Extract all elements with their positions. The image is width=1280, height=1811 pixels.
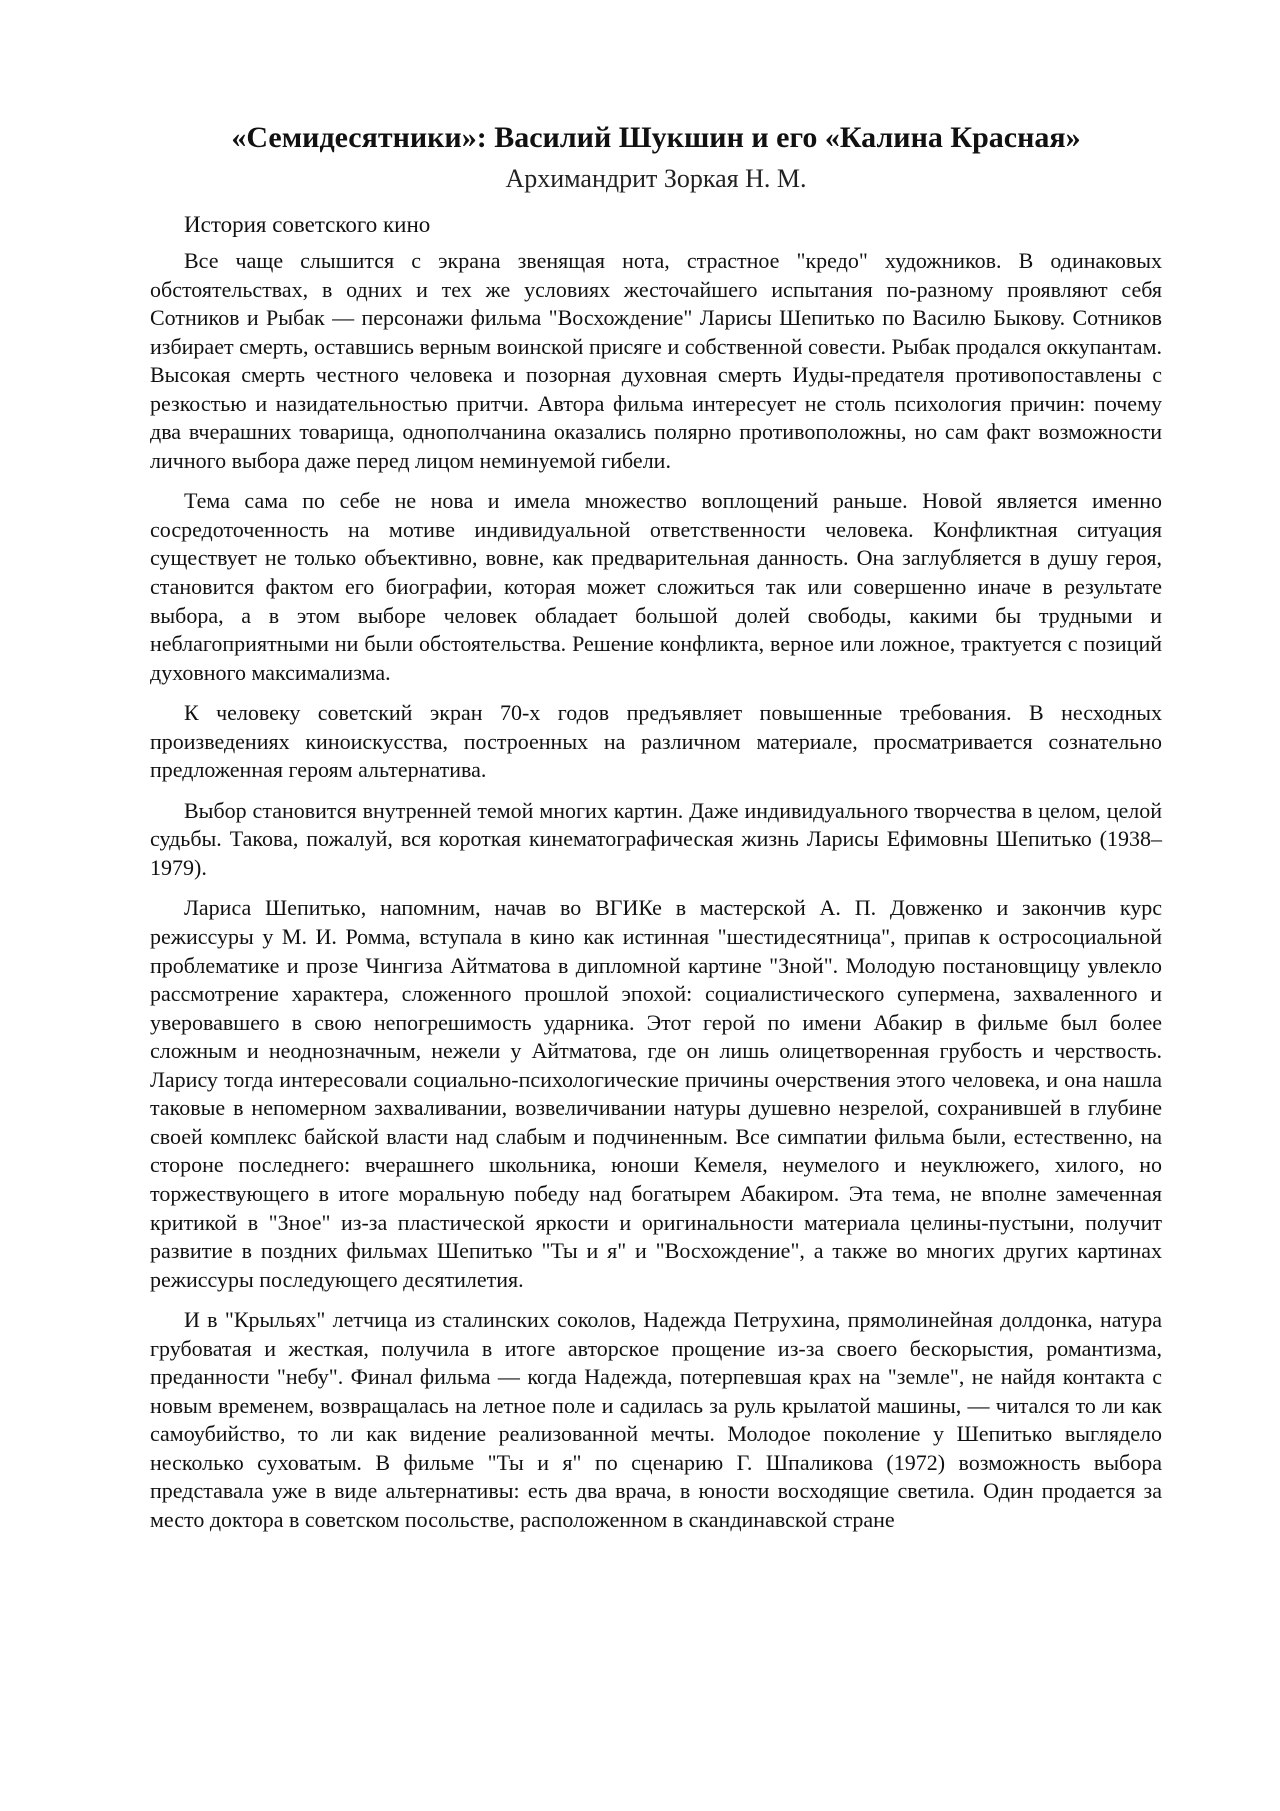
paragraph-4: Выбор становится внутренней темой многих картин. Даже индивидуального творчества в целом, целой судьбы. Такова, пожалуй, вся короткая кинематографическая жизнь Ларисы Ефимовны Шепитько (1938–1979). (150, 797, 1162, 880)
paragraph-3: К человеку советский экран 70-х годов предъявляет повышенные требования. В несходных произведениях киноискусства, построенных на различном материале, просматривается сознательно предложенная героям альтернатива. (150, 700, 1162, 783)
paragraph-6: И в "Крыльях" летчица из сталинских соколов, Надежда Петрухина, прямолинейная долдонка, натура грубоватая и жесткая, получила в итоге авторское прощение из-за своего бескорыстия, романтизма, преданности "небу". Финал фильма — когда Надежда, потерпевшая крах на "земле", не найдя контакта с новым временем, возвращалась на летное поле и садилась за руль крылатой машины, — читался то ли как самоубийство, то ли как видение реализованной мечты. Молодое поколение у Шепитько выглядело несколько суховатым. В фильме "Ты и я" по сценарию Г. Шпаликова (1972) возможность выбора представала уже в виде альтернативы: есть два врача, в юности восходящие светила. Один продается за место доктора в советском посольстве, расположенном в скандинавской стране (150, 1307, 1162, 1532)
paragraph-5: Лариса Шепитько, напомним, начав во ВГИКе в мастерской А. П. Довженко и закончив курс режиссуры у М. И. Ромма, вступала в кино как истинная "шестидесятница", припав к остросоциальной проблематике и прозе Чингиза Айтматова в дипломной картине "Зной". Молодую постановщицу увлекло рассмотрение характера, сложенного прошлой эпохой: социалистического супермена, захваленного и уверовавшего в свою непогрешимость ударника. Этот герой по имени Абакир в фильме был более сложным и неоднозначным, нежели у Айтматова, где он лишь олицетворенная грубость и черствость. Ларису тогда интересовали социально-психологические причины очерствения этого человека, и она нашла таковые в непомерном захваливании, возвеличивании натуры душевно незрелой, сохранившей в глубине своей комплекс байской власти над слабым и подчиненным. Все симпатии фильма были, естественно, на стороне последнего: вчерашнего школьника, юноши Кемеля, неумелого и неуклюжего, хилого, но торжествующего в итоге моральную победу над богатырем Абакиром. Эта тема, не вполне замеченная критикой в "Зное" из-за пластической яркости и оригинальности материала целины-пустыни, получит развитие в поздних фильмах Шепитько "Ты и я" и "Восхождение", а также во многих других картинах режиссуры последующего десятилетия. (150, 895, 1162, 1292)
article-author: Архимандрит Зоркая Н. М. (505, 164, 807, 193)
paragraph-1: Все чаще слышится с экрана звенящая нота, страстное "кредо" художников. В одинаковых обстоятельствах, в одних и тех же условиях жесточайшего испытания по-разному проявляют себя Сотников и Рыбак — персонажи фильма "Восхождение" Ларисы Шепитько по Василю Быкову. Сотников избирает смерть, оставшись верным воинской присяге и собственной совести. Рыбак продался оккупантам. Высокая смерть честного человека и позорная духовная смерть Иуды-предателя противопоставлены с резкостью и назидательностью притчи. Автора фильма интересует не столь психология причин: почему два вчерашних товарища, однополчанина оказались полярно противоположны, но сам факт возможности личного выбора даже перед лицом неминуемой гибели. (150, 248, 1162, 473)
paragraph-2: Тема сама по себе не нова и имела множество воплощений раньше. Новой является именно сосредоточенность на мотиве индивидуальной ответственности человека. Конфликтная ситуация существует не только объективно, вовне, как предварительная данность. Она заглубляется в душу героя, становится фактом его биографии, которая может сложиться так или совершенно иначе в результате выбора, а в этом выборе человек обладает большой долей свободы, какими бы трудными и неблагоприятными ни были обстоятельства. Решение конфликта, верное или ложное, трактуется с позиций духовного максимализма. (150, 488, 1162, 685)
article-body (150, 247, 1162, 1535)
section-label: История советского кино (184, 212, 431, 237)
article-title: «Семидесятники»: Василий Шукшин и его «Калина Красная» (231, 121, 1081, 154)
document-page (150, 118, 1162, 1535)
